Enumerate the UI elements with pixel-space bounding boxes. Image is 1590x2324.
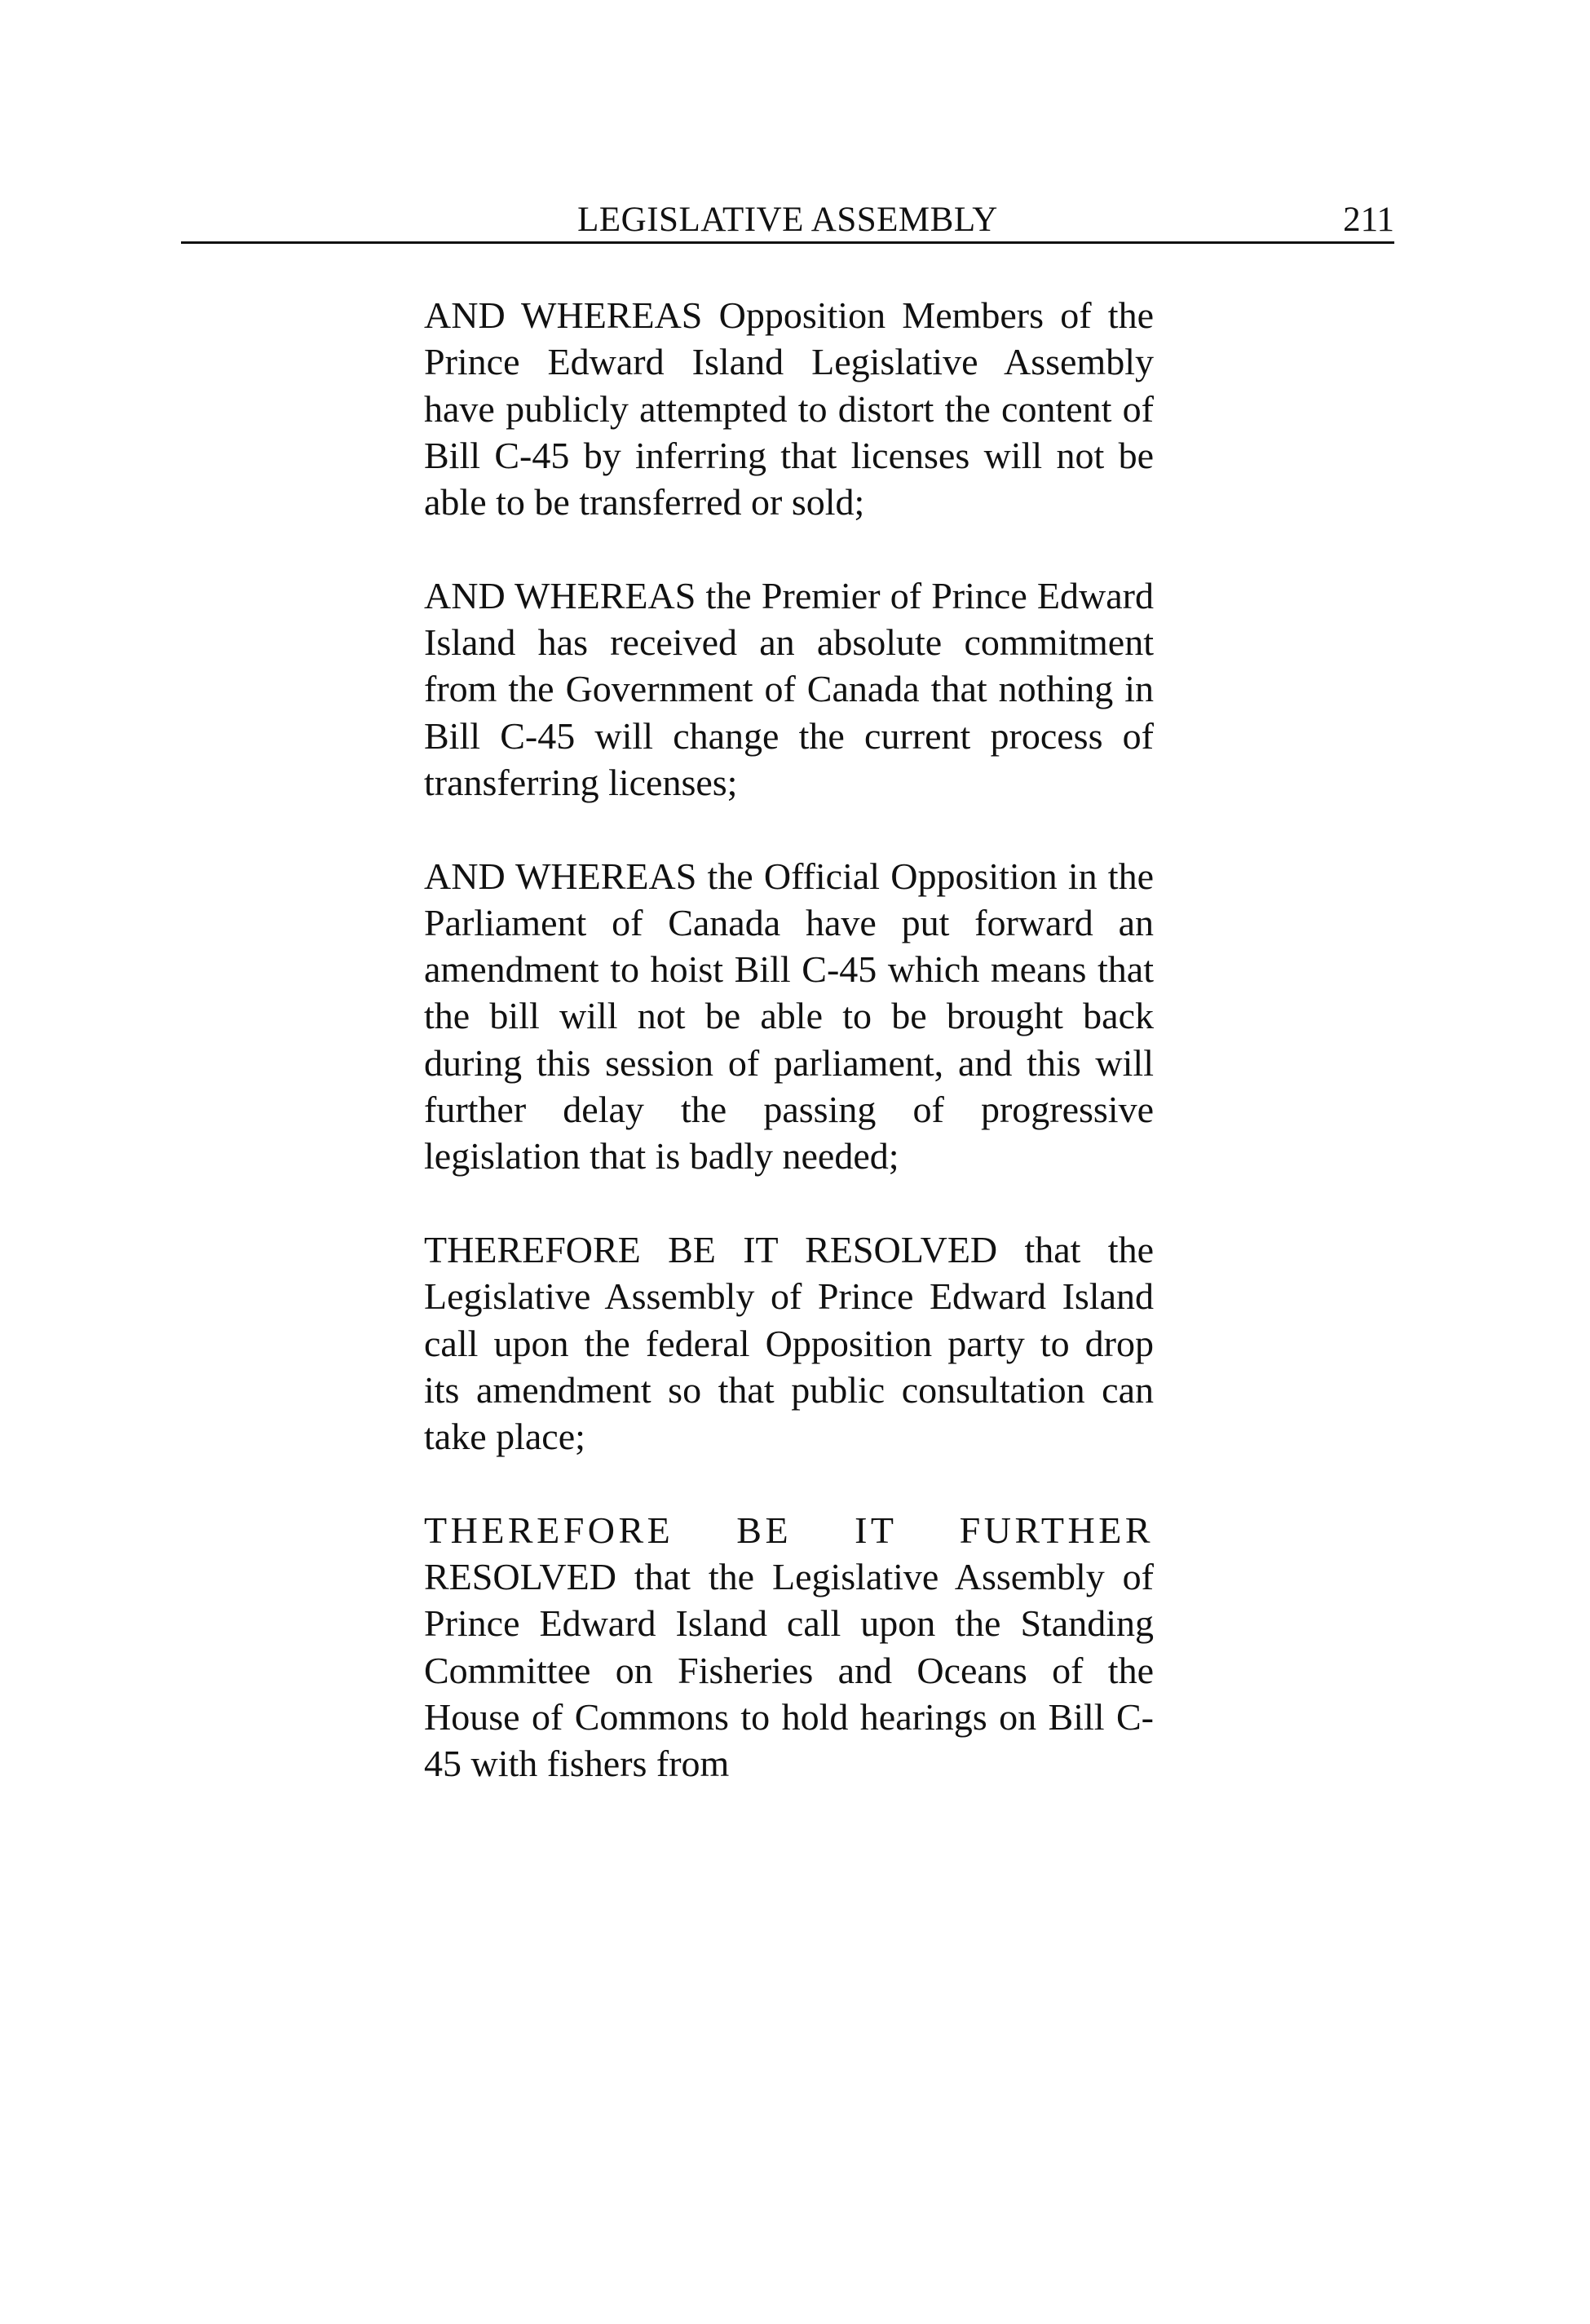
page-number: 211 (1343, 201, 1394, 239)
paragraph-whereas-commitment: AND WHEREAS the Premier of Prince Edward Island has received an absolute commitment from the Government of Canada that nothing in Bill C-45 will change the current process of transferring licenses; (424, 574, 1154, 803)
paragraph-whereas-hoist: AND WHEREAS the Official Opposition in the Parliament of Canada have put forward an amendment to hoist Bill C-45 which means that the bill will not be able to be brought back during this session of parliament, and this will further delay the passing of progressive legislation that is badly needed; (424, 855, 1154, 1177)
running-header (181, 196, 1394, 244)
running-header-title: LEGISLATIVE ASSEMBLY (577, 201, 998, 239)
further-resolved-lead: THEREFORE BE IT FURTHER (424, 1509, 1154, 1551)
text-column (424, 292, 1154, 1787)
paragraph-whereas-distort: AND WHEREAS Opposition Members of the Prince Edward Island Legislative Assembly have publicly attempted to distort the content of Bill C-45 by inferring that licenses will not be able to be transferred or sold; (424, 294, 1154, 524)
paragraph-further-resolved (424, 1507, 1154, 1787)
further-resolved-text: RESOLVED that the Legislative Assembly of Prince Edward Island call upon the Standing Committee on Fisheries and Oceans of the House of Commons to hold hearings on Bill C-45 with fishers from (424, 1556, 1154, 1785)
paragraph-resolved-drop-amendment: THEREFORE BE IT RESOLVED that the Legislative Assembly of Prince Edward Island call upon the federal Opposition party to drop its amendment so that public consultation can take place; (424, 1228, 1154, 1458)
